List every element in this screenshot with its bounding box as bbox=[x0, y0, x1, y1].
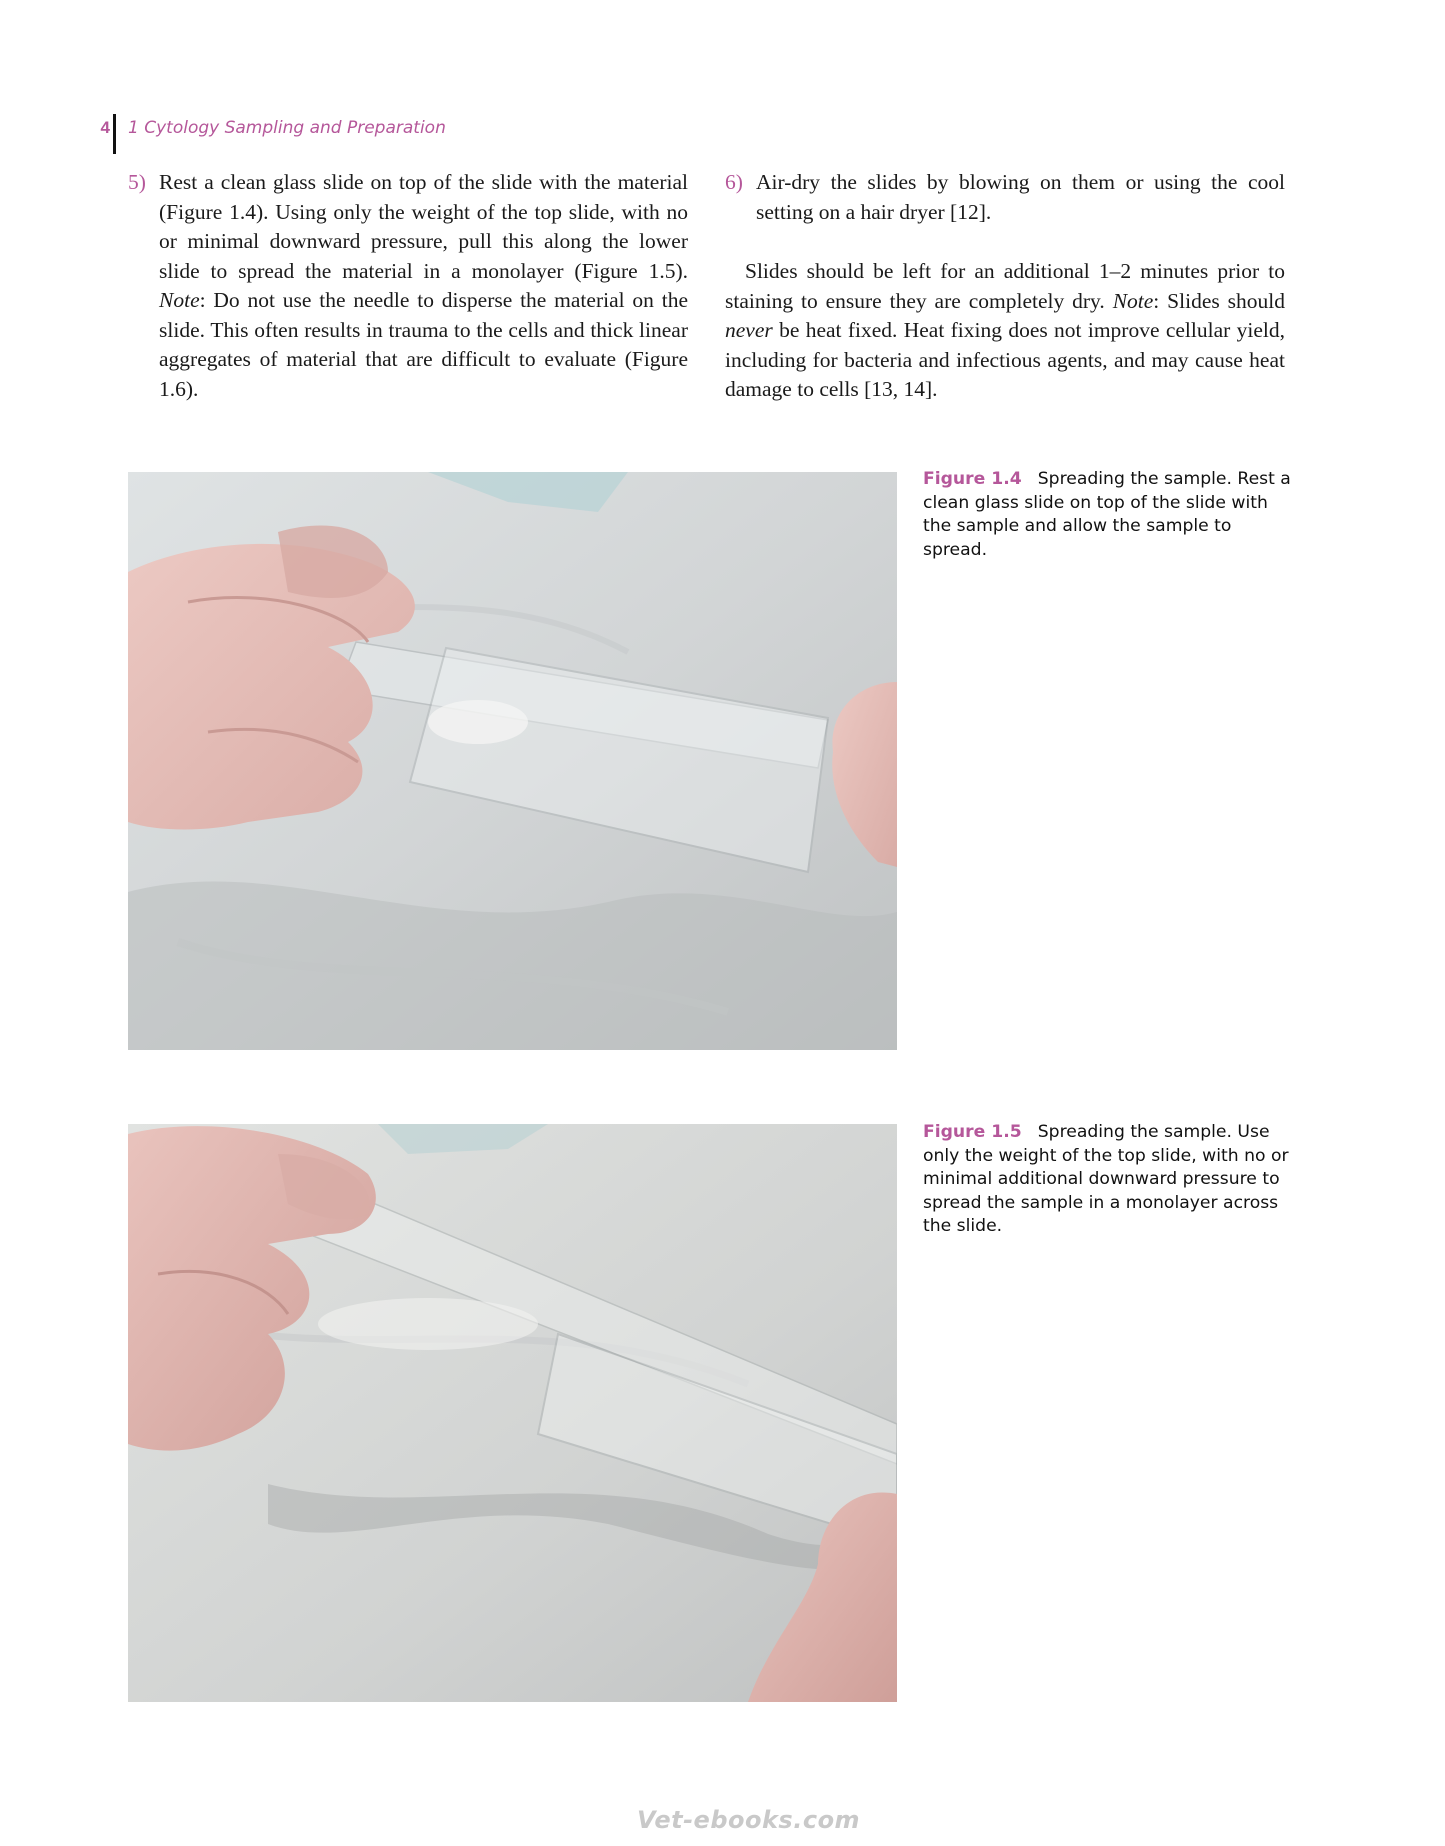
header-divider bbox=[113, 114, 116, 154]
paragraph-part: Slides should be left for an additional 1–2 minutes prior to staining to ensure they are completely dry. bbox=[725, 259, 1285, 313]
step-text bbox=[159, 168, 688, 404]
figure-1-5-caption bbox=[923, 1121, 1295, 1239]
figure-label: Figure 1.4 bbox=[923, 469, 1022, 489]
figure-1-4-caption bbox=[923, 468, 1295, 562]
sample-material bbox=[428, 700, 528, 744]
step-text-part: : Do not use the needle to disperse the material on the slide. This often results in trauma to the cells and thick linear aggregates of material that are difficult to evaluate (Figure 1.6). bbox=[159, 288, 688, 401]
step-6 bbox=[725, 168, 1285, 227]
caption-text: Spreading the sample. Rest a clean glass slide on top of the slide with the sample and allow the sample to spread. bbox=[923, 469, 1291, 560]
never-emphasis: never bbox=[725, 318, 773, 342]
paragraph-part: be heat fixed. Heat fixing does not improve cellular yield, including for bacteria and infectious agents, and may cause heat damage to cells [13, 14]. bbox=[725, 318, 1285, 401]
body-paragraph bbox=[725, 257, 1285, 405]
step-text-part: Rest a clean glass slide on top of the slide with the material (Figure 1.4). Using only the weight of the top slide, with no or minimal downward pressure, pull this along the lower slide to spread the material in a monolayer (Figure 1.5). bbox=[159, 170, 688, 283]
sample-smear bbox=[318, 1298, 538, 1350]
left-column bbox=[128, 168, 688, 404]
step-number: 6) bbox=[725, 170, 743, 194]
caption-text: Spreading the sample. Use only the weight of the top slide, with no or minimal additional downward pressure to spread the sample in a monolayer across the slide. bbox=[923, 1122, 1289, 1237]
figure-1-4-photo bbox=[128, 472, 897, 1050]
slide-spreading-photo bbox=[128, 472, 897, 1050]
step-5 bbox=[128, 168, 688, 404]
right-column bbox=[725, 168, 1285, 405]
page-number: 4 bbox=[100, 118, 110, 137]
paragraph-part: : Slides should bbox=[1153, 288, 1285, 313]
figure-label: Figure 1.5 bbox=[923, 1122, 1022, 1142]
note-emphasis: Note bbox=[1112, 288, 1154, 313]
note-emphasis: Note bbox=[159, 288, 200, 312]
step-number: 5) bbox=[128, 170, 146, 194]
figure-1-5-photo bbox=[128, 1124, 897, 1702]
slide-pulling-photo bbox=[128, 1124, 897, 1702]
step-text: Air-dry the slides by blowing on them or using the cool setting on a hair dryer [12]. bbox=[756, 170, 1285, 224]
watermark: Vet-ebooks.com bbox=[637, 1806, 861, 1834]
running-head: 1 Cytology Sampling and Preparation bbox=[128, 118, 446, 138]
